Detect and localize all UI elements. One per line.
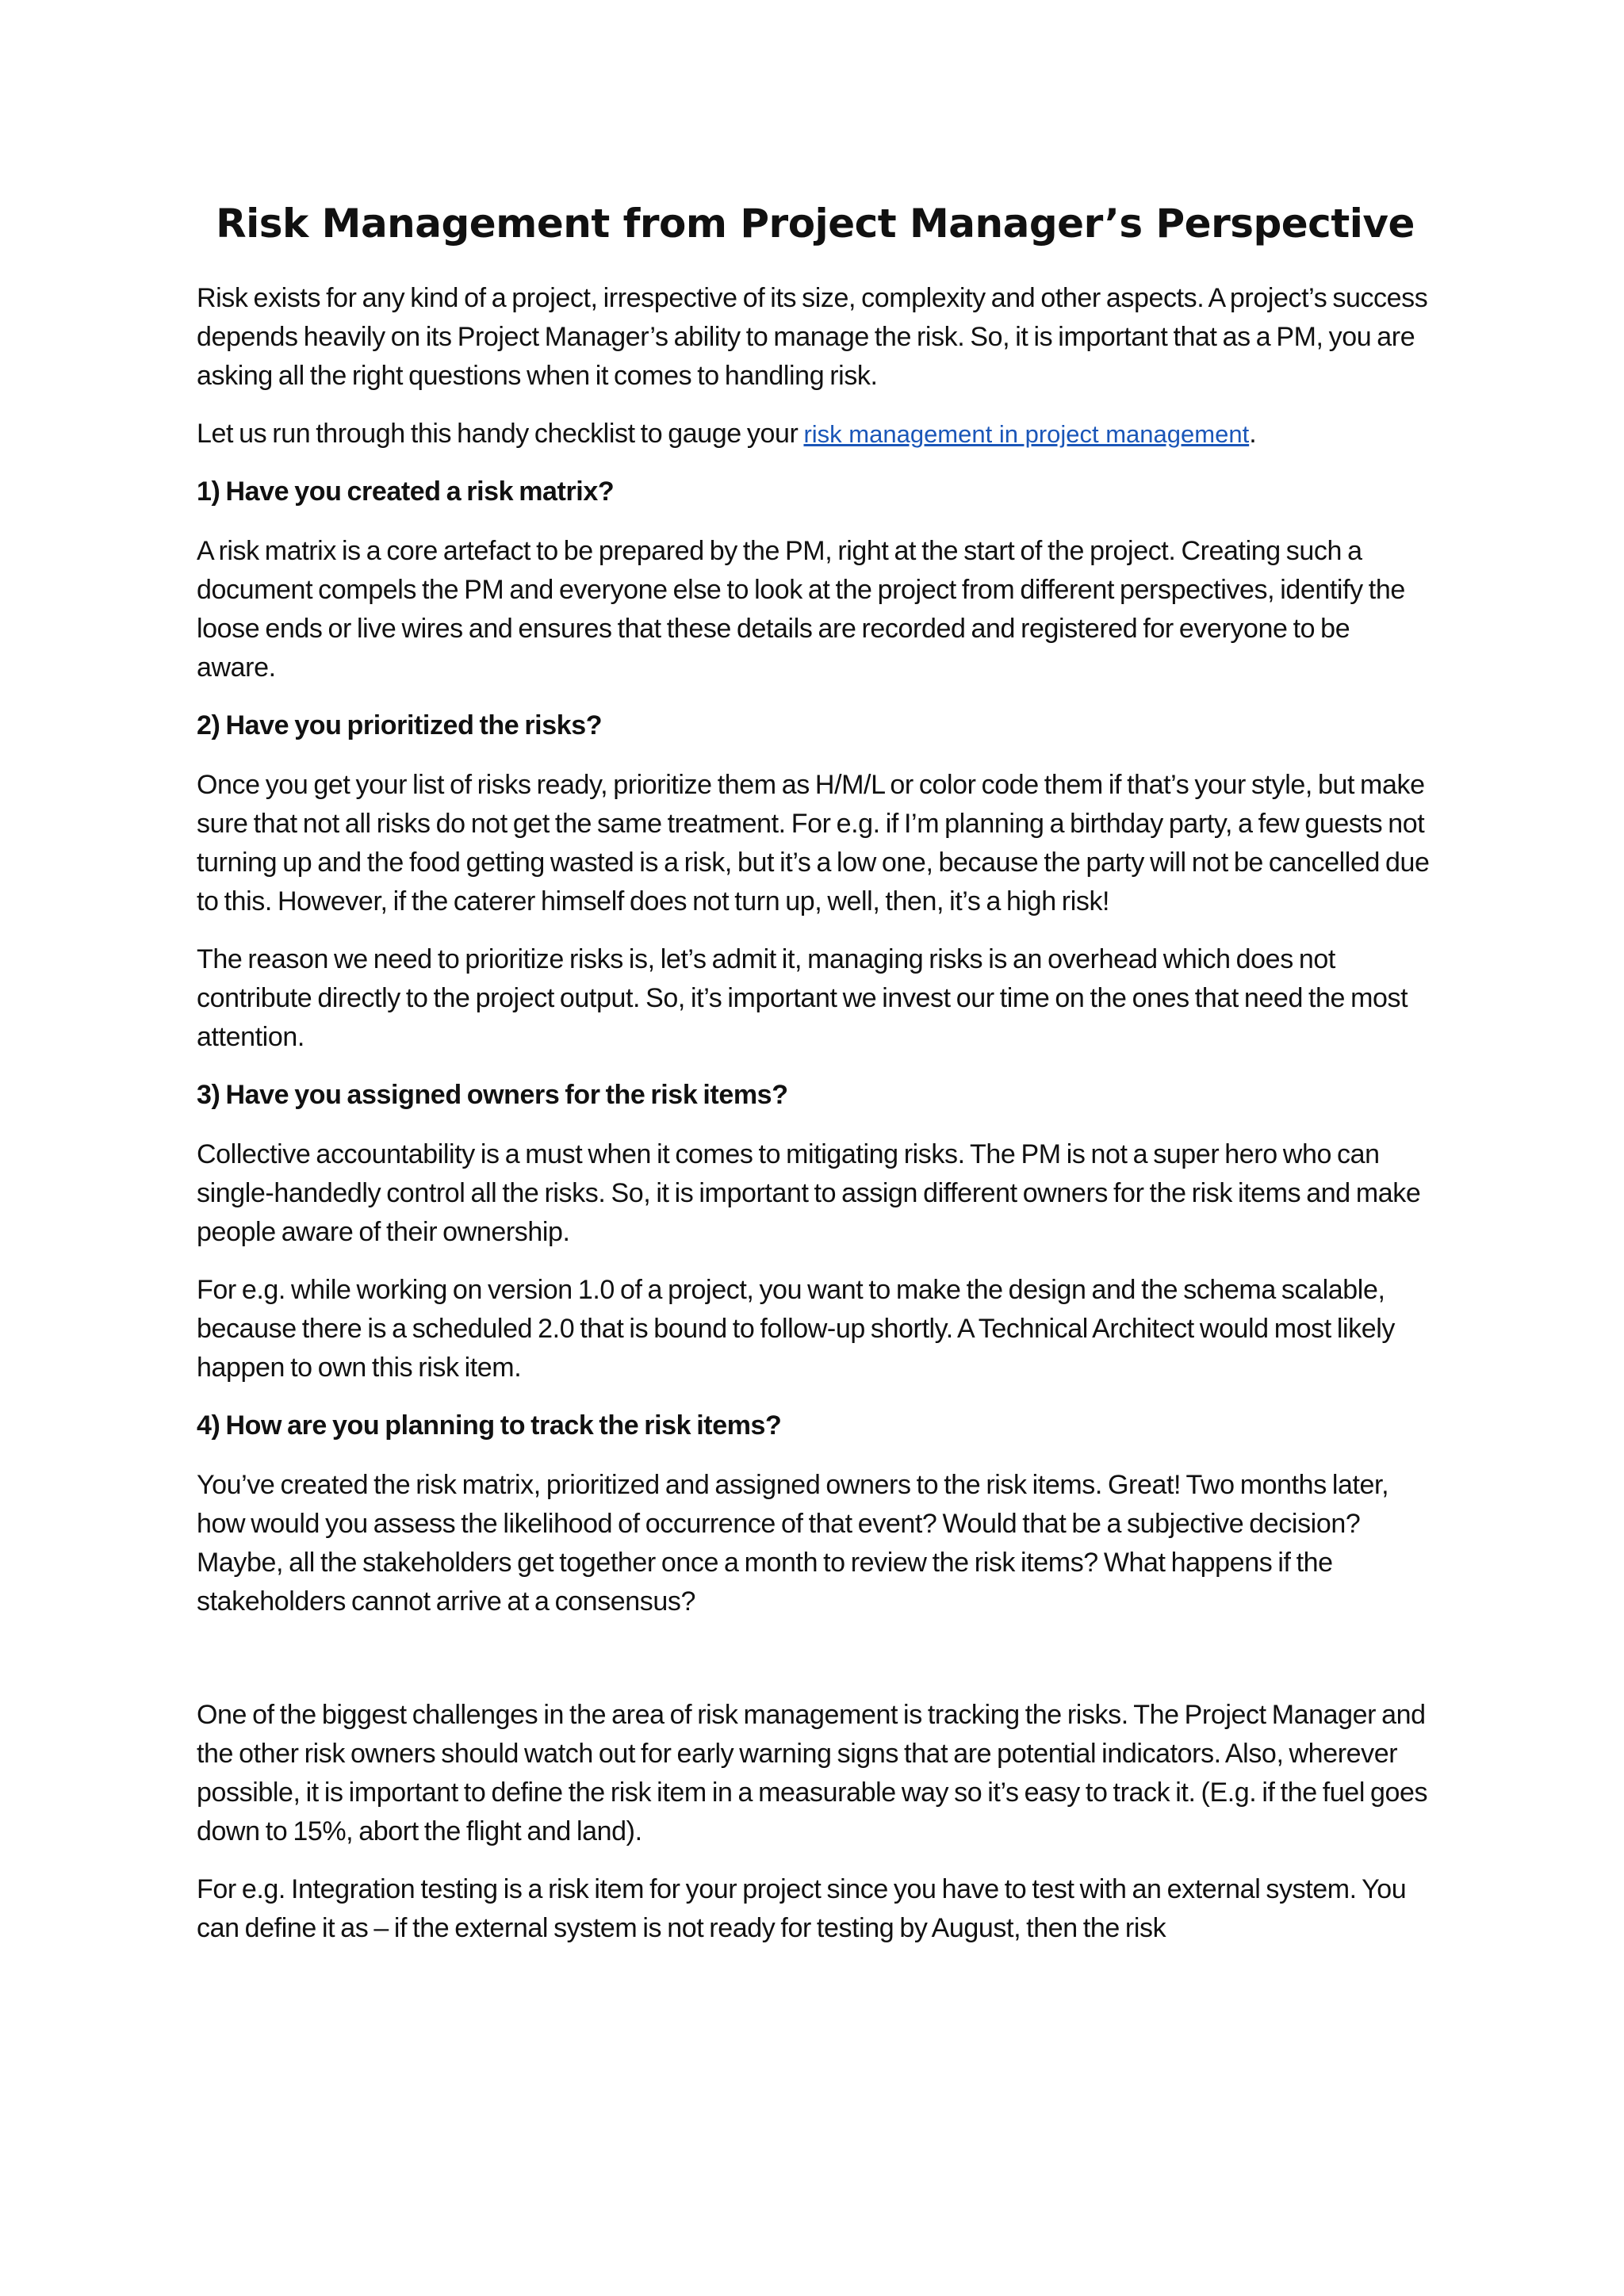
section-paragraph: You’ve created the risk matrix, prioritized and assigned owners to the risk items. Great! Two months later, how would you assess the likelihood of occurrence of that event? Would that be a subjective decision? Maybe, all the stakeholders get together once a month to review the risk items? What happens if the stakeholders cannot arrive at a consensus? (197, 1470, 1389, 1617)
intro-checklist-text: Let us run through this handy checklist to gauge your (197, 419, 804, 449)
risk-management-link[interactable]: risk management in project management (803, 420, 1250, 448)
section-heading: 1) Have you created a risk matrix? (197, 476, 615, 507)
section-paragraph: One of the biggest challenges in the area of risk management is tracking the risks. The Project Manager and the other risk owners should watch out for early warning signs that are potential indicators. Also, wherever possible, it is important to define the risk item in a measurable way so it’s easy to track it. (E.g. if the fuel goes down to 15%, abort the flight and land). (197, 1700, 1428, 1846)
section-heading: 2) Have you prioritized the risks? (197, 710, 603, 740)
section-heading: 4) How are you planning to track the risk items? (197, 1410, 782, 1441)
section-paragraph: The reason we need to prioritize risks is, let’s admit it, managing risks is an overhead which does not contribute directly to the project output. So, it’s important we invest our time on the ones that need the most attention. (197, 944, 1408, 1052)
blank-space (197, 1640, 1434, 1696)
document-body (197, 198, 1434, 1967)
page-title: Risk Management from Project Manager’s Perspective (216, 201, 1415, 247)
intro-checklist-period: . (1249, 419, 1257, 449)
section-heading: 3) Have you assigned owners for the risk items? (197, 1080, 788, 1110)
intro-paragraph: Risk exists for any kind of a project, irrespective of its size, complexity and other aspects. A project’s success depends heavily on its Project Manager’s ability to manage the risk. So, it is important that as a PM, you are asking all the right questions when it comes to handling risk. (197, 283, 1428, 391)
intro-checklist-paragraph (197, 415, 1434, 453)
section-paragraph: Once you get your list of risks ready, prioritize them as H/M/L or color code them if that’s your style, but make sure that not all risks do not get the same treatment. For e.g. if I’m planning a birthday party, a few guests not turning up and the food getting wasted is a risk, but it’s a low one, because the party will not be cancelled due to this. However, if the caterer himself does not turn up, well, then, it’s a high risk! (197, 770, 1430, 916)
section-paragraph: Collective accountability is a must when it comes to mitigating risks. The PM is not a super hero who can single-handedly control all the risks. So, it is important to assign different owners for the risk items and make people aware of their ownership. (197, 1139, 1421, 1247)
section-paragraph: For e.g. Integration testing is a risk item for your project since you have to test with an external system. You can define it as – if the external system is not ready for testing by August, then the risk (197, 1874, 1407, 1943)
section-paragraph: A risk matrix is a core artefact to be prepared by the PM, right at the start of the project. Creating such a document compels the PM and everyone else to look at the project from different perspectives, identify the loose ends or live wires and ensures that these details are recorded and registered for everyone to be aware. (197, 536, 1405, 683)
section-paragraph: For e.g. while working on version 1.0 of a project, you want to make the design and the schema scalable, because there is a scheduled 2.0 that is bound to follow-up shortly. A Technical Architect would most likely happen to own this risk item. (197, 1275, 1395, 1383)
